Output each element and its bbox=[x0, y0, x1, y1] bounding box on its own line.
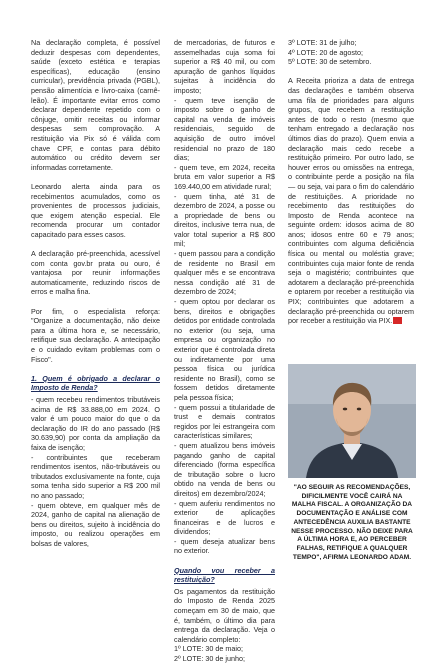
paragraph-text: A Receita prioriza a data de entrega das declarações e também observa uma fila de prioridades para alguns grupos, que recebem a restituição antes de todo o resto (mesmo que tenham entregado a declaração nos últimos dias do prazo). Quem envia a declaração mais cedo recebe a restituição primeiro. Por outro lado, se houver erros ou omissões na entrega, o contribuinte perde a posição na fila — ou seja, vai para o fim do calendário de restituições. A prioridade no recebimento das restituições do Imposto de Renda acontece na seguinte ordem: idosos acima de 80 anos; idosos entre 60 e 79 anos; contribuintes com alguma deficiência física ou mental ou moléstia grave; contribuintes cuja maior fonte de renda seja o magistério; contribuintes que adotarem a declaração pré-preenchida e optarem por receber a restituição via PIX; contribuintes que adotarem a declaração pré-preenchida ou optarem por receber a restituição via PIX. bbox=[288, 76, 414, 326]
list-item: - quem atualizou bens imóveis pagando ganho de capital diferenciado (forma específica de tributação sobre o lucro obtido na venda de bens ou direitos) em dezembro/2024; bbox=[174, 440, 275, 498]
question-heading-1: 1. Quem é obrigado a declarar o Imposto de Renda? bbox=[31, 373, 160, 393]
paragraph bbox=[288, 76, 414, 325]
list-item: - contribuintes que receberam rendimentos isentos, não-tributáveis ou tributados exclusivamente na fonte, cuja soma tenha sido superior a R$ 200 mil no ano passado; bbox=[31, 452, 160, 500]
list-item: - quem obteve, em qualquer mês de 2024, ganho de capital na alienação de bens ou direitos, sujeito à incidência do imposto, ou realizou operações em bolsas de valores, bbox=[31, 500, 160, 548]
list-item: - quem deseja atualizar bens no exterior. bbox=[174, 536, 275, 556]
lote-item: 5º LOTE: 30 de setembro. bbox=[288, 57, 372, 67]
lote-item: 1º LOTE: 30 de maio; bbox=[174, 644, 243, 654]
paragraph: Por fim, o especialista reforça: "Organize a documentação, não deixe para a última hora e, se necessário, retifique sua declaração. A antecipação e o cuidado evitam problemas com o Fisco". bbox=[31, 306, 160, 364]
paragraph: A declaração pré-preenchida, acessível com conta gov.br prata ou ouro, é vantajosa por reunir informações automaticamente, reduzindo riscos de erros e malha fina. bbox=[31, 249, 160, 297]
list-item: - quem auferiu rendimentos no exterior de aplicações financeiras e de lucros e dividendos; bbox=[174, 498, 275, 537]
lote-item: 4º LOTE: 20 de agosto; bbox=[288, 47, 363, 57]
list-item: - quem recebeu rendimentos tributáveis acima de R$ 33.888,00 em 2024. O valor é um pouco maior do que o da declaração do IR do ano passado (R$ 30.639,90) por conta da ampliação da faixa de isenção; bbox=[31, 394, 160, 452]
paragraph: Os pagamentos da restituição do Imposto de Renda 2025 começam em 30 de maio, que é, também, o último dia para entrega da declaração. Veja o calendário completo: bbox=[174, 586, 275, 644]
list-item: - quem passou para a condição de residente no Brasil em qualquer mês e se encontrava nessa condição até 31 de dezembro de 2024; bbox=[174, 249, 275, 297]
list-item: - quem possui a titularidade de trust e demais contratos regidos por lei estrangeira com características similares; bbox=[174, 402, 275, 441]
paragraph: Leonardo alerta ainda para os recebimentos acumulados, como os provenientes de processos judiciais, que exigem atenção especial. Ele recomenda procurar um contador capacitado para esses casos. bbox=[31, 181, 160, 239]
paragraph: Na declaração completa, é possível deduzir despesas com dependentes, saúde (exceto estética e terapias específicas), educação (ensino curricular), previdência privada (PGBL), pensão alimentícia e livro-caixa (carnê-leão). É importante evitar erros como declarar dependente repetido com o cônjuge, omitir receitas ou informar despesas sem comprovação. A restituição via Pix só é válida com chave CPF, e contas para débito automático ou crédito devem ser informadas corretamente. bbox=[31, 38, 160, 172]
portrait-illustration bbox=[288, 364, 416, 478]
list-item: de mercadorias, de futuros e assemelhadas cuja soma foi superior a R$ 40 mil, ou com apuração de ganhos líquidos sujeitas à incidência do imposto; bbox=[174, 38, 275, 95]
pull-quote: "AO SEGUIR AS RECOMENDAÇÕES, DIFICILMENTE VOCÊ CAIRÁ NA MALHA FISCAL. A ORGANIZAÇÃO DA DOCUMENTAÇÃO E ANÁLISE COM ANTECEDÊNCIA AUXILIA BASTANTE NESSE PROCESSO. NÃO DEIXE PARA A ÚLTIMA HORA E, AO PERCEBER FALHAS, RETIFIQUE A QUALQUER TEMPO", AFIRMA LEONARDO ADAM. bbox=[291, 484, 413, 561]
lote-item: 2º LOTE: 30 de junho; bbox=[174, 654, 245, 663]
column-2 bbox=[174, 38, 275, 664]
portrait-photo bbox=[288, 364, 416, 478]
column-1 bbox=[31, 38, 160, 548]
question-heading-2: Quando vou receber a restituição? bbox=[174, 565, 275, 585]
list-item: - quem teve, em 2024, receita bruta em valor superior a R$ 169.440,00 em atividade rural; bbox=[174, 162, 275, 191]
end-mark-icon bbox=[393, 317, 402, 324]
list-item: - quem tinha, até 31 de dezembro de 2024, a posse ou a propriedade de bens ou direitos, inclusive terra nua, de valor total superior a R$ 800 mil; bbox=[174, 191, 275, 249]
list-item: - quem teve isenção de imposto sobre o ganho de capital na venda de imóveis residenciais, seguido de aquisição de outro imóvel residencial no prazo de 180 dias; bbox=[174, 95, 275, 163]
column-3 bbox=[288, 38, 414, 326]
lote-item: 3º LOTE: 31 de julho; bbox=[288, 38, 357, 47]
list-item: - quem optou por declarar os bens, direitos e obrigações detidos por entidade controlada no exterior (ou seja, uma empresa ou organização no exterior que é controlada direta ou indiretamente por uma pessoa física ou jurídica residente no Brasil), como se fossem detidos diretamente pela pessoa física; bbox=[174, 297, 275, 402]
